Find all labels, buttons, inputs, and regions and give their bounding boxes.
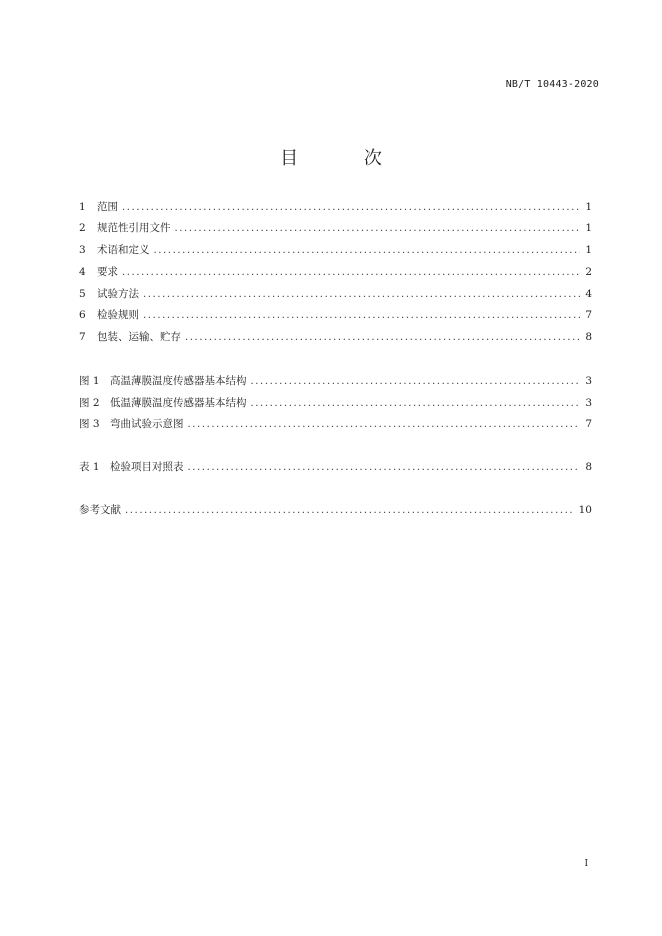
toc-entry-section-6[interactable] — [79, 307, 592, 323]
toc-leader-dots — [251, 374, 581, 390]
toc-entry-label: 检验规则 — [97, 309, 139, 321]
toc-entry-section-7[interactable] — [79, 329, 592, 345]
toc-entry-page: 3 — [585, 375, 592, 387]
toc-entry-page: 8 — [585, 461, 592, 473]
toc-leader-dots — [188, 417, 581, 433]
toc-entry-references[interactable] — [79, 502, 592, 518]
toc-entry-label: 包装、运输、贮存 — [97, 331, 181, 343]
toc-entry-number: 图 2 — [79, 397, 100, 409]
page-title: 目 次 — [280, 148, 412, 169]
toc-leader-dots — [251, 396, 581, 412]
toc-entry-label: 弯曲试验示意图 — [110, 418, 184, 430]
toc-leader-dots — [175, 221, 581, 237]
toc-entry-page: 10 — [578, 504, 592, 516]
toc-entry-label: 试验方法 — [97, 288, 139, 300]
toc-entry-label: 检验项目对照表 — [110, 461, 184, 473]
toc-entry-number: 5 — [79, 288, 86, 300]
toc-entry-number: 3 — [79, 244, 86, 256]
toc-leader-dots — [122, 265, 580, 281]
toc-entry-label: 规范性引用文件 — [97, 222, 171, 234]
toc-entry-page: 7 — [585, 309, 592, 321]
toc-entry-figure-3[interactable] — [79, 416, 592, 432]
toc-entry-figure-1[interactable] — [79, 373, 592, 389]
toc-entry-page: 4 — [585, 288, 592, 300]
toc-entry-page: 2 — [585, 266, 592, 278]
toc-entry-number: 表 1 — [79, 461, 100, 473]
toc-entry-section-2[interactable] — [79, 220, 592, 236]
toc-entry-label: 低温薄膜温度传感器基本结构 — [110, 397, 247, 409]
toc-entry-number: 1 — [79, 201, 86, 213]
toc-entry-number: 4 — [79, 266, 86, 278]
toc-entry-table-1[interactable] — [79, 459, 592, 475]
toc-entry-label: 术语和定义 — [97, 244, 150, 256]
toc-entry-label: 范围 — [97, 201, 118, 213]
toc-leader-dots — [188, 460, 581, 476]
toc-entry-page: 1 — [585, 222, 592, 234]
toc-leader-dots — [154, 243, 581, 259]
toc-entry-number: 图 3 — [79, 418, 100, 430]
toc-entry-label: 要求 — [97, 266, 118, 278]
toc-leader-dots — [143, 308, 580, 324]
toc-leader-dots — [185, 330, 580, 346]
toc-entry-label: 高温薄膜温度传感器基本结构 — [110, 375, 247, 387]
toc-entry-page: 1 — [585, 244, 592, 256]
toc-entry-number: 图 1 — [79, 375, 100, 387]
toc-entry-section-4[interactable] — [79, 264, 592, 280]
toc-entry-page: 7 — [585, 418, 592, 430]
toc-entry-number: 7 — [79, 331, 86, 343]
toc-entry-section-1[interactable] — [79, 199, 592, 215]
toc-entry-figure-2[interactable] — [79, 395, 592, 411]
toc-entry-page: 8 — [585, 331, 592, 343]
toc-entry-page: 1 — [585, 201, 592, 213]
toc-entry-number: 6 — [79, 309, 86, 321]
toc-entry-page: 3 — [585, 397, 592, 409]
toc-leader-dots — [143, 287, 580, 303]
toc-entry-section-5[interactable] — [79, 286, 592, 302]
standard-code: NB/T 10443-2020 — [505, 79, 599, 90]
toc-entry-label: 参考文献 — [79, 504, 121, 516]
toc-entry-section-3[interactable] — [79, 242, 592, 258]
page-number: I — [584, 859, 588, 869]
toc-leader-dots — [125, 503, 575, 519]
toc-entry-number: 2 — [79, 222, 86, 234]
toc-leader-dots — [122, 200, 580, 216]
